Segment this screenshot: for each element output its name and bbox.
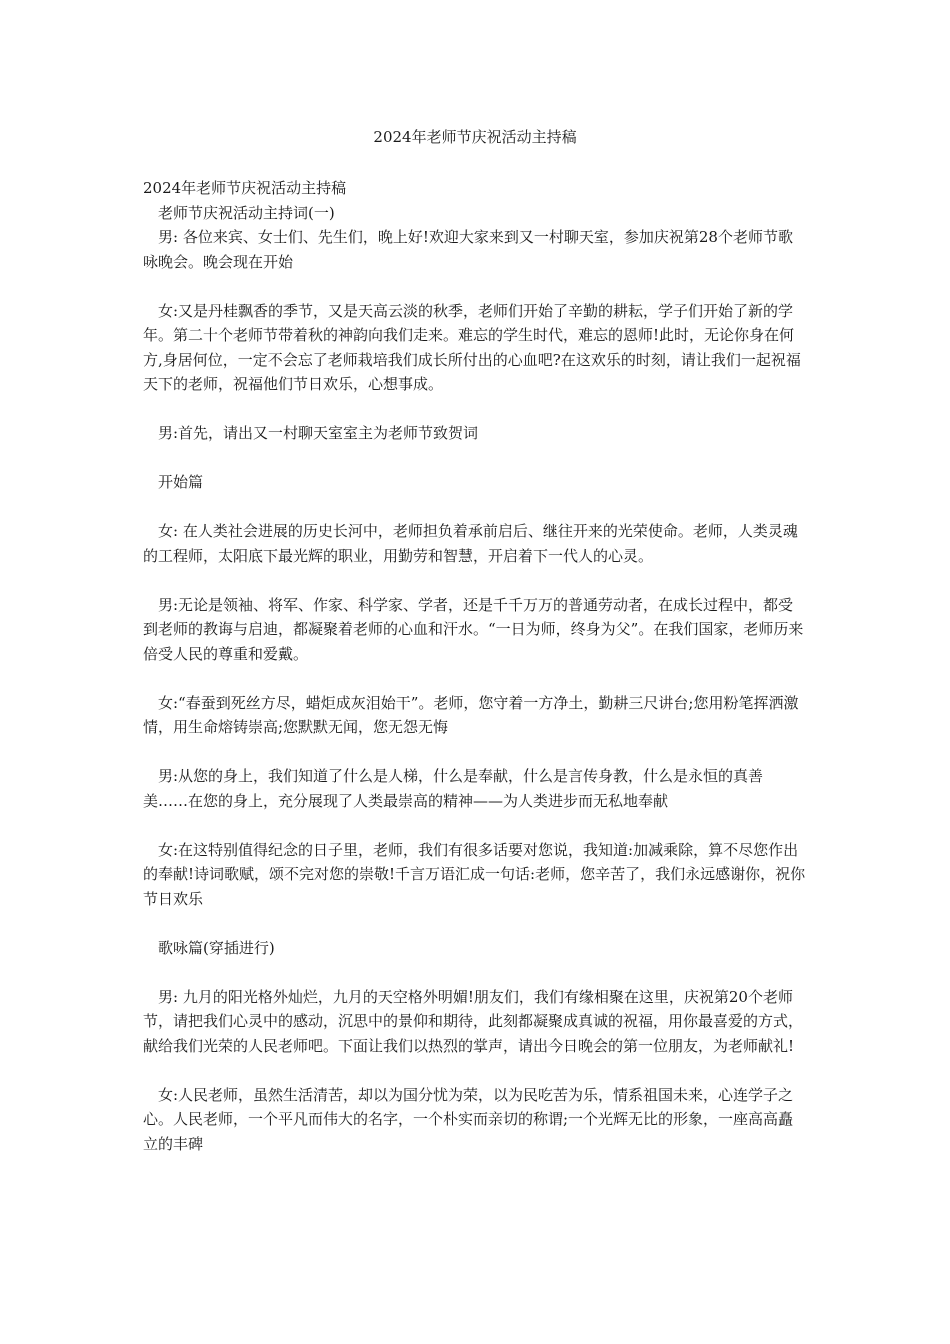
heading-block xyxy=(143,176,807,225)
document-subtitle: 2024年老师节庆祝活动主持稿 xyxy=(143,179,347,197)
paragraph: 男: 九月的阳光格外灿烂，九月的天空格外明媚!朋友们，我们有缘相聚在这里，庆祝第20个老师节，请把我们心灵中的感动，沉思中的景仰和期待，此刻都凝聚成真诚的祝福，用你最喜爱的方式，献给我们光荣的人民老师吧。下面让我们以热烈的掌声，请出今日晚会的第一位朋友，为老师献礼! xyxy=(143,987,804,1055)
paragraph: 女:“春蚕到死丝方尽，蜡炬成灰泪始干”。老师，您守着一方净土，勤耕三尺讲台;您用粉笔挥洒激情，用生命熔铸崇高;您默默无闻，您无怨无悔 xyxy=(143,693,799,736)
paragraph: 男: 各位来宾、女士们、先生们，晚上好!欢迎大家来到又一村聊天室，参加庆祝第28个老师节歌咏晚会。晚会现在开始 xyxy=(143,228,793,271)
document-title: 2024年老师节庆祝活动主持稿 xyxy=(373,128,577,146)
section-label: 开始篇 xyxy=(158,473,204,491)
paragraph: 男:从您的身上，我们知道了什么是人梯，什么是奉献，什么是言传身教，什么是永恒的真善美……在您的身上，充分展现了人类最崇高的精神——为人类进步而无私地奉献 xyxy=(143,767,764,810)
paragraph: 女:在这特别值得纪念的日子里，老师，我们有很多话要对您说，我知道:加减乘除，算不尽您作出的奉献!诗词歌赋，颂不完对您的崇敬!千言万语汇成一句话:老师，您辛苦了，我们永远感谢你，祝你节日欢乐 xyxy=(143,840,806,908)
document-body xyxy=(143,176,807,1156)
paragraph: 男:无论是领袖、将军、作家、科学家、学者，还是千千万万的普通劳动者，在成长过程中，都受到老师的教诲与启迪，都凝聚着老师的心血和汗水。“一日为师，终身为父”。在我们国家，老师历来倍受人民的尊重和爱戴。 xyxy=(143,595,804,663)
section-label: 歌咏篇(穿插进行) xyxy=(158,938,275,957)
paragraph: 女:人民老师，虽然生活清苦，却以为国分忧为荣，以为民吃苦为乐，情系祖国未来，心连学子之心。人民老师，一个平凡而伟大的名字，一个朴实而亲切的称谓;一个光辉无比的形象，一座高高矗立的丰碑 xyxy=(143,1085,794,1153)
paragraph: 女: 在人类社会进展的历史长河中，老师担负着承前启后、继往开来的光荣使命。老师，人类灵魂的工程师，太阳底下最光辉的职业，用勤劳和智慧，开启着下一代人的心灵。 xyxy=(143,522,798,565)
section-heading: 老师节庆祝活动主持词(一) xyxy=(158,203,335,222)
paragraph: 男:首先，请出又一村聊天室室主为老师节致贺词 xyxy=(158,424,479,442)
paragraph: 女:又是丹桂飘香的季节，又是天高云淡的秋季，老师们开始了辛勤的耕耘，学子们开始了新的学年。第二十个老师节带着秋的神韵向我们走来。难忘的学生时代，难忘的恩师!此时，无论你身在何方,身居何位，一定不会忘了老师栽培我们成长所付出的心血吧?在这欢乐的时刻，请让我们一起祝福天下的老师，祝福他们节日欢乐，心想事成。 xyxy=(143,301,801,393)
